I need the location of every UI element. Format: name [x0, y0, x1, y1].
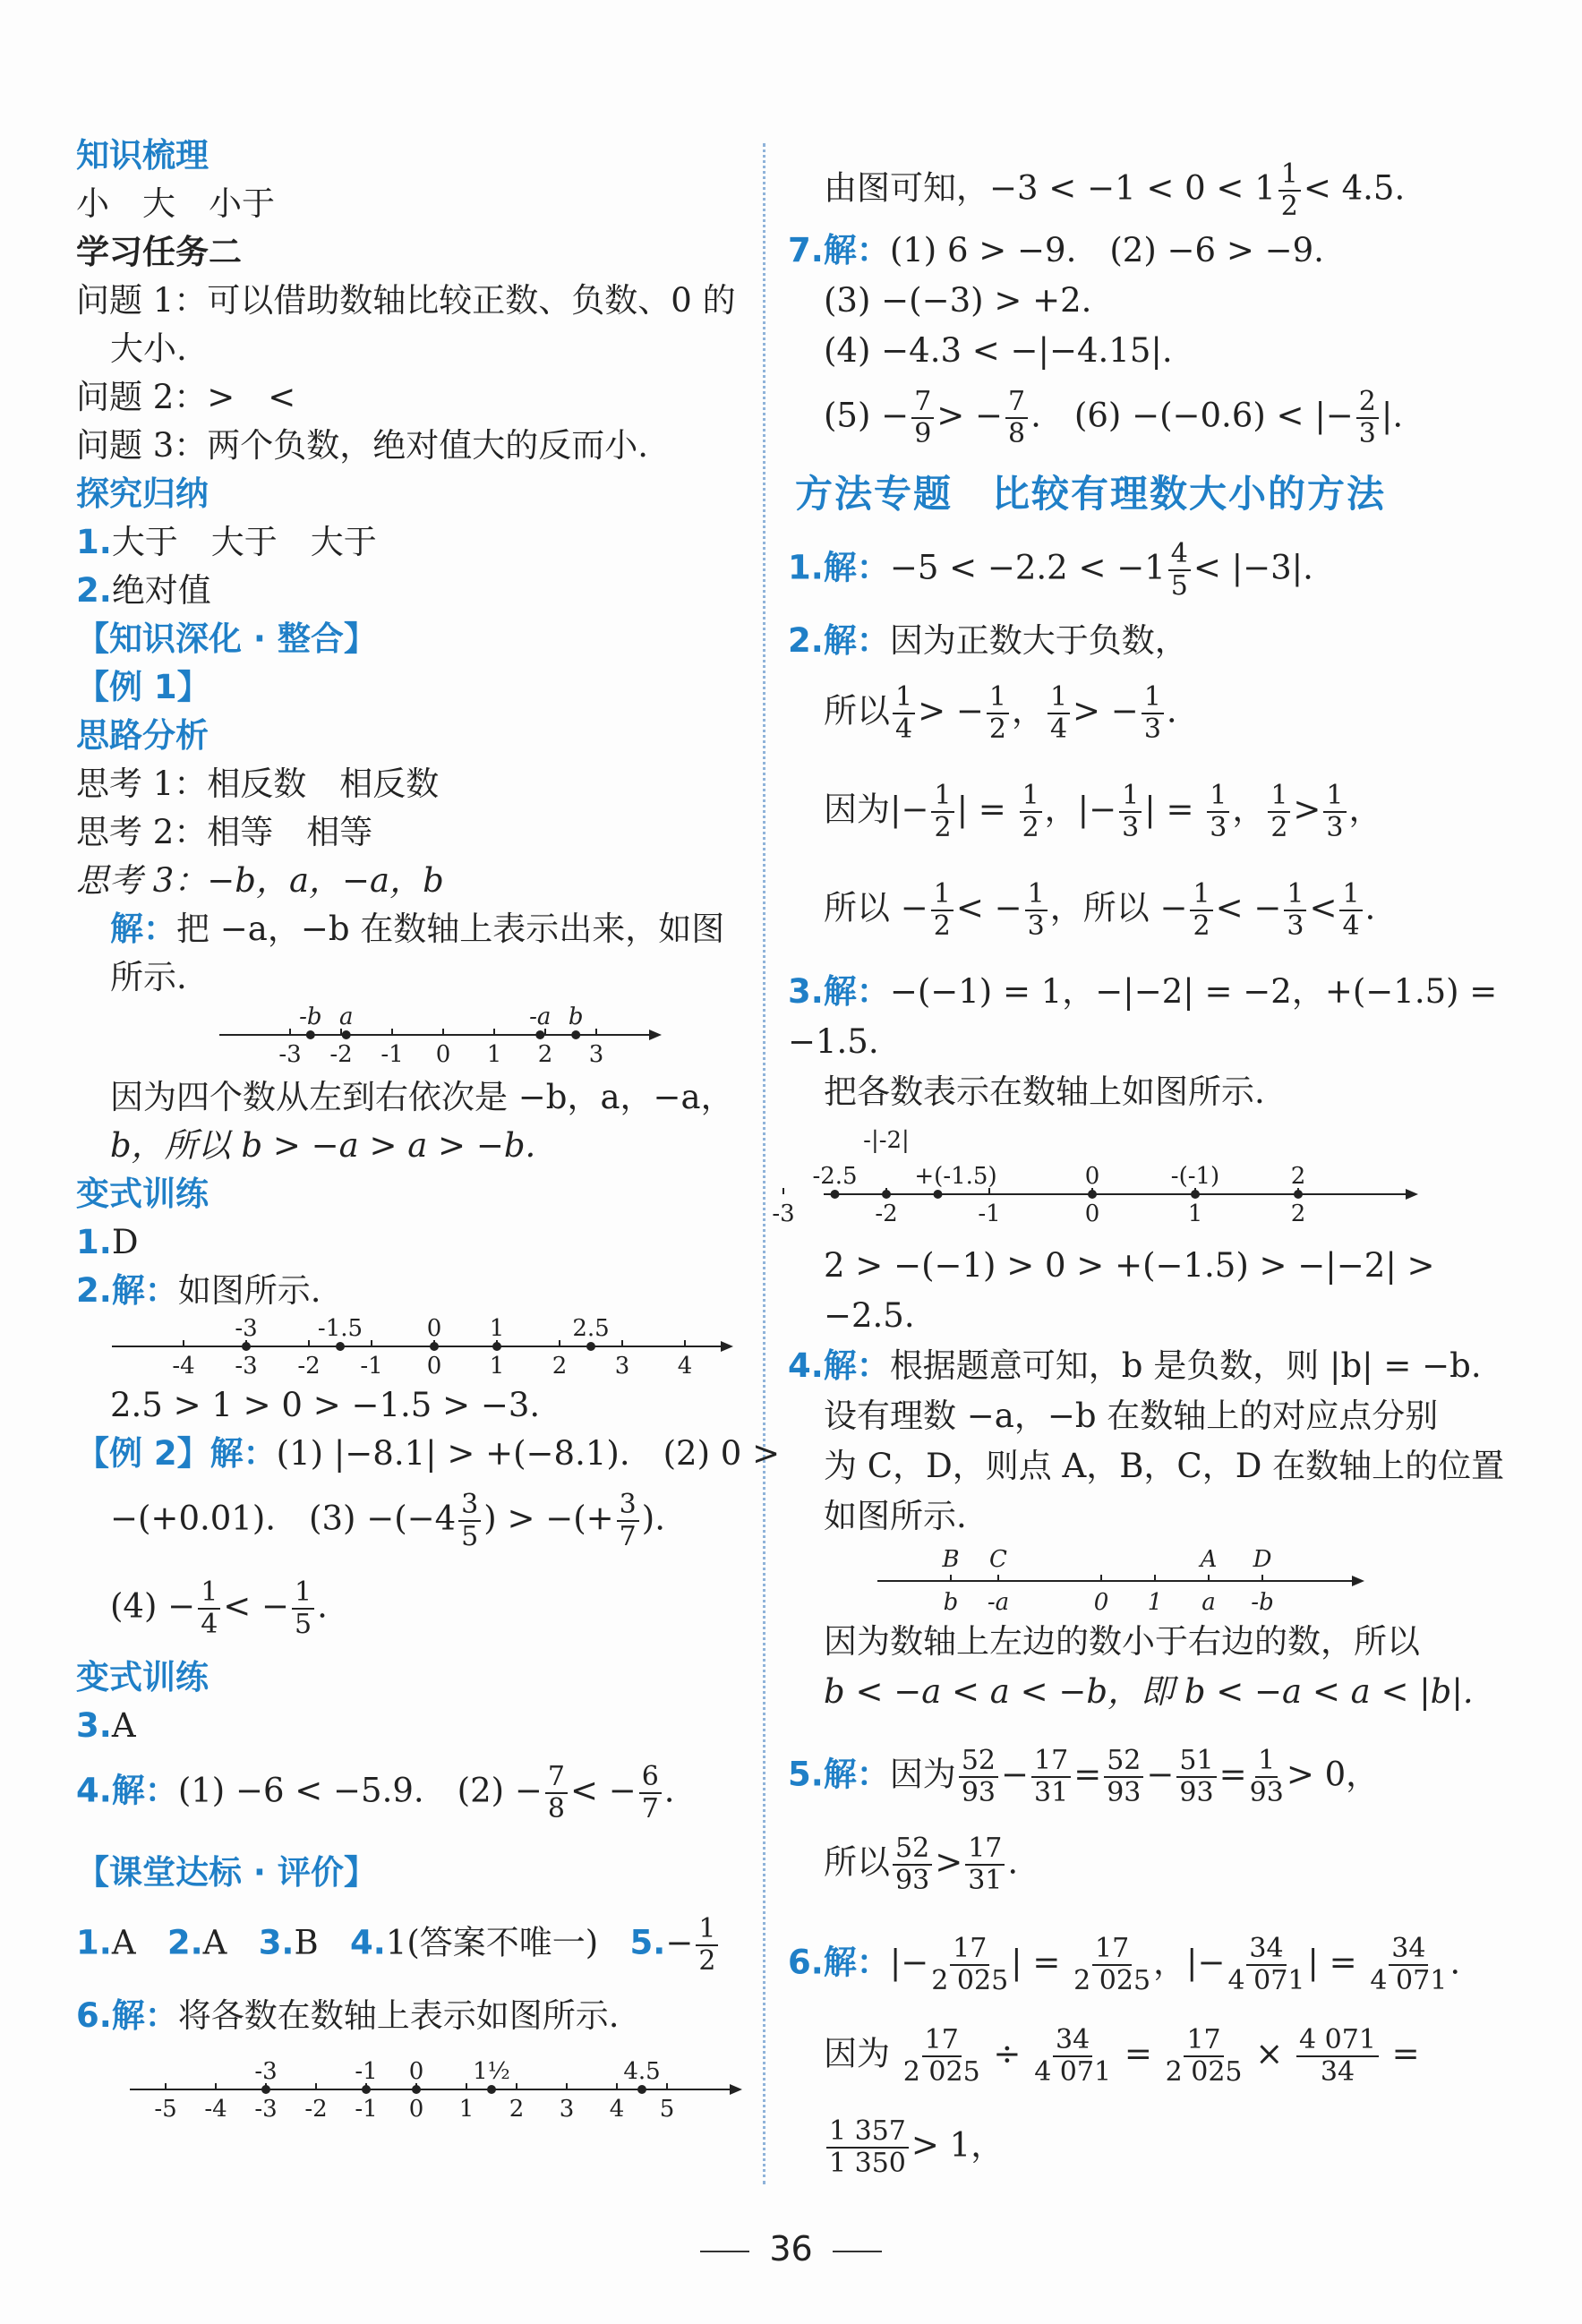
nl3-point-label: 4.5: [623, 2058, 661, 2085]
nl2-point: [336, 1342, 345, 1351]
nl3-point-label: -3: [254, 2058, 278, 2085]
nl2-point-label: 2.5: [572, 1315, 610, 1342]
number-line-3: [130, 2041, 757, 2122]
nl3-tick-label: 4: [609, 2096, 625, 2123]
think-2: 思考 2：相等 相等: [76, 813, 373, 851]
nl3-tick-label: -3: [254, 2096, 278, 2123]
right-intro: 由图可知，−3 < −1 < 0 < 1 $\frac{1}{2}$ < 4.5.: [824, 158, 1406, 222]
result-1a: 因为四个数从左到右依次是 −b，a，−a，: [110, 1078, 734, 1116]
heading-bianshi-2: 变式训练: [76, 1658, 209, 1696]
nl2-tick-label: 0: [426, 1353, 442, 1380]
nl5-tick-label: a: [1201, 1589, 1216, 1616]
nl4-point-label: +(-1.5): [914, 1163, 997, 1190]
nl5-tick-label: -b: [1251, 1589, 1274, 1616]
variant-3: 3.A: [76, 1706, 136, 1745]
nl1-tick-label: 0: [435, 1041, 451, 1068]
nl1-point-label: a: [338, 1004, 354, 1030]
question-3: 问题 3：两个负数，绝对值大的反而小.: [76, 426, 649, 465]
nl3-tick-label: -2: [304, 2096, 328, 2123]
nl1-tick-label: 3: [588, 1041, 604, 1068]
nl3-tick-label: 0: [408, 2096, 424, 2123]
method-1: 1.解：−5 < −2.2 < −1 $\frac{4}{5}$ < |−3|.: [788, 538, 1313, 602]
method-4b: 设有理数 −a，−b 在数轴上的对应点分别: [824, 1397, 1439, 1435]
variant-4: 4.解：(1) −6 < −5.9. (2) − $\frac{7}{8}$ < − $\frac{6}{7}$ .: [76, 1761, 675, 1824]
nl4-point-label: 2: [1290, 1163, 1306, 1190]
nl4-point: [1191, 1190, 1200, 1199]
nl4-point: [1088, 1190, 1097, 1199]
method-6b: 因为 $\frac{17}{2 025}$ ÷ $\frac{34}{4 071}$ = $\frac{17}{2 025}$ × $\frac{4 071}{34}$ =: [824, 2024, 1420, 2088]
nl2-tick-label: 4: [677, 1353, 693, 1380]
nl5-tick-label: 0: [1093, 1589, 1109, 1616]
nl4-point: [934, 1190, 943, 1199]
number-line-1: [219, 1004, 667, 1069]
heading-shenhua: 【知识深化 · 整合】: [76, 619, 377, 658]
variant-1: 1.D: [76, 1223, 139, 1261]
tanjiu-2: 2.绝对值: [76, 571, 211, 610]
nl2-point-label: 1: [489, 1315, 505, 1342]
nl3-tick-label: 5: [659, 2096, 675, 2123]
method-6c: $\frac{1 357}{1 350}$ > 1，: [824, 2116, 1004, 2179]
nl5-point-label: D: [1253, 1546, 1272, 1573]
nl2-point: [492, 1342, 501, 1351]
think-3: 思考 3：−b，a，−a，b: [76, 861, 444, 900]
nl3-point-label: 1½: [473, 2058, 510, 2085]
heading-example-1: 【例 1】: [76, 668, 210, 706]
tanjiu-1: 1.大于 大于 大于: [76, 523, 377, 561]
method-3d: 2 > −(−1) > 0 > +(−1.5) > −|−2| >: [824, 1246, 1435, 1285]
nl2-point: [586, 1342, 595, 1351]
nl5-tick-label: -a: [987, 1589, 1010, 1616]
number-line-5: [877, 1540, 1379, 1620]
heading-task2: 学习任务二: [76, 233, 242, 271]
dabiao-6: 6.解：将各数在数轴上表示如图所示.: [76, 1996, 620, 2035]
nl3-tick-label: -1: [355, 2096, 378, 2123]
page-number: 36: [0, 2229, 1582, 2268]
solution-1: 解：把 −a，−b 在数轴上表示出来，如图: [110, 910, 725, 948]
question-2: 问题 2：> <: [76, 378, 296, 416]
answer-7d: (5) − $\frac{7}{9}$ > − $\frac{7}{8}$ . (6) −(−0.6) < |− $\frac{2}{3}$ |.: [824, 386, 1404, 449]
answer-7a: 7.解：(1) 6 > −9. (2) −6 > −9.: [788, 231, 1324, 269]
nl2-tick-label: -2: [297, 1353, 321, 1380]
nl1-tick-label: 2: [537, 1041, 553, 1068]
nl4-point: [882, 1190, 891, 1199]
nl5-point-label: A: [1200, 1546, 1218, 1573]
nl4-tick-label: -1: [978, 1200, 1001, 1227]
nl5-tick-label: b: [943, 1589, 959, 1616]
method-4a: 4.解：根据题意可知，b 是负数，则 |b| = −b.: [788, 1346, 1482, 1385]
nl4-tick-label: 2: [1290, 1200, 1306, 1227]
nl4-point: [1294, 1190, 1303, 1199]
nl1-tick-label: 1: [486, 1041, 502, 1068]
method-4f: b < −a < a < −b，即 b < −a < a < |b|.: [824, 1672, 1474, 1711]
nl3-point: [487, 2085, 496, 2094]
nl2-point: [430, 1342, 439, 1351]
method-6a: 6.解：|− $\frac{17}{2 025}$ | = $\frac{17}{2 025}$ ，|− $\frac{34}{4 071}$ | = $\frac{34}{4 071}$ .: [788, 1933, 1461, 1996]
nl3-tick-label: -4: [204, 2096, 227, 2123]
method-2b: 所以 $\frac{1}{4}$ > − $\frac{1}{2}$ ， $\frac{1}{4}$ > − $\frac{1}{3}$ .: [824, 681, 1177, 745]
nl1-point: [571, 1030, 580, 1039]
method-5a: 5.解：因为 $\frac{52}{93}$ − $\frac{17}{31}$ = $\frac{52}{93}$ − $\frac{51}{93}$ = $\frac{1}{93}$ > 0，: [788, 1745, 1380, 1808]
number-line-4: [772, 1117, 1432, 1243]
nl4-point-label: 0: [1084, 1163, 1100, 1190]
nl3-point: [261, 2085, 270, 2094]
nl1-point: [306, 1030, 315, 1039]
nl4-point-label: -(-1): [1170, 1163, 1220, 1190]
nl2-tick-label: 2: [552, 1353, 568, 1380]
column-divider: [763, 143, 765, 2184]
nl1-tick-label: -1: [381, 1041, 404, 1068]
example-2: 【例 2】解：(1) |−8.1| > +(−8.1). (2) 0 >: [76, 1434, 781, 1473]
method-5b: 所以 $\frac{52}{93}$ > $\frac{17}{31}$ .: [824, 1833, 1019, 1896]
method-title: 方法专题 比较有理数大小的方法: [795, 472, 1387, 516]
nl2-tick-label: -3: [235, 1353, 258, 1380]
heading-dabiao: 【课堂达标 · 评价】: [76, 1853, 377, 1892]
nl5-point-label: C: [989, 1546, 1007, 1573]
method-2a: 2.解：因为正数大于负数，: [788, 621, 1188, 660]
answer-line: 小 大 小于: [76, 184, 275, 223]
method-3e: −2.5.: [824, 1296, 915, 1335]
method-3c: 把各数表示在数轴上如图所示.: [824, 1072, 1265, 1111]
nl2-point-label: -1.5: [317, 1315, 363, 1342]
nl2-point: [242, 1342, 251, 1351]
nl4-point-label: -2.5: [812, 1163, 858, 1190]
nl2-tick-label: 1: [489, 1353, 505, 1380]
nl3-point-label: 0: [408, 2058, 424, 2085]
variant-2: 2.解：如图所示.: [76, 1271, 321, 1310]
heading-tanjiu: 探究归纳: [76, 474, 209, 513]
nl4-tick-label: -2: [875, 1200, 898, 1227]
nl3-tick-label: 1: [458, 2096, 475, 2123]
heading-silu: 思路分析: [76, 716, 209, 755]
nl5-tick-label: 1: [1147, 1589, 1163, 1616]
nl3-point: [412, 2085, 421, 2094]
answer-7c: (4) −4.3 < −|−4.15|.: [824, 331, 1173, 370]
nl1-point-label: b: [568, 1004, 584, 1030]
nl1-tick-label: -3: [278, 1041, 302, 1068]
answer-7b: (3) −(−3) > +2.: [824, 281, 1092, 320]
result-1b: b，所以 b > −a > a > −b.: [110, 1126, 536, 1165]
nl4-tick-label: 1: [1187, 1200, 1203, 1227]
nl2-point-label: 0: [426, 1315, 442, 1342]
nl3-tick-label: 3: [559, 2096, 575, 2123]
think-1: 思考 1：相反数 相反数: [76, 765, 440, 803]
nl4-point-label: -|-2|: [863, 1127, 910, 1154]
variant-2-result: 2.5 > 1 > 0 > −1.5 > −3.: [110, 1386, 541, 1424]
method-4c: 为 C，D，则点 A，B，C，D 在数轴上的位置: [824, 1447, 1505, 1485]
nl1-point: [535, 1030, 544, 1039]
nl1-point-label: -b: [299, 1004, 322, 1030]
method-2c: 因为|− $\frac{1}{2}$ | = $\frac{1}{2}$ ，|− $\frac{1}{3}$ | = $\frac{1}{3}$ ， $\frac{1}{2}$ > $\frac{1}{3}$ ，: [824, 780, 1382, 843]
nl5-point-label: B: [942, 1546, 960, 1573]
method-4e: 因为数轴上左边的数小于右边的数，所以: [824, 1622, 1420, 1661]
nl3-tick-label: -5: [154, 2096, 177, 2123]
nl3-point-label: -1: [355, 2058, 378, 2085]
question-1: 问题 1：可以借助数轴比较正数、负数、0 的: [76, 281, 736, 320]
example-2-part4: (4) − $\frac{1}{4}$ < − $\frac{1}{5}$ .: [110, 1576, 328, 1640]
number-line-2: [112, 1314, 739, 1379]
method-4d: 如图所示.: [824, 1497, 967, 1535]
nl2-tick-label: -1: [360, 1353, 383, 1380]
question-1-cont: 大小.: [110, 329, 187, 368]
nl3-point: [637, 2085, 646, 2094]
method-3a: 3.解：−(−1) = 1，−|−2| = −2，+(−1.5) =: [788, 972, 1498, 1011]
example-2-cont: −(+0.01). (3) −(−4 $\frac{3}{5}$ ) > −(+ $\frac{3}{7}$ ).: [110, 1489, 665, 1552]
nl1-point-label: -a: [529, 1004, 552, 1030]
heading-bianshi-1: 变式训练: [76, 1175, 209, 1213]
method-2d: 所以 − $\frac{1}{2}$ < − $\frac{1}{3}$ ，所以 − $\frac{1}{2}$ < − $\frac{1}{3}$ < $\frac{1}{4}$ .: [824, 878, 1376, 942]
solution-1-cont: 所示.: [110, 958, 187, 996]
method-3b: −1.5.: [788, 1022, 879, 1061]
nl4-point: [831, 1190, 840, 1199]
dabiao-answers: 1.A 2.A 3.B 4.1(答案不唯一) 5.− $\frac{1}{2}$: [76, 1914, 721, 1977]
nl4-tick-label: -3: [772, 1200, 795, 1227]
nl2-point-label: -3: [235, 1315, 258, 1342]
nl3-point: [362, 2085, 371, 2094]
heading-zhishi: 知识梳理: [76, 136, 209, 175]
nl4-tick-label: 0: [1084, 1200, 1100, 1227]
nl3-tick-label: 2: [509, 2096, 525, 2123]
nl2-tick-label: -4: [172, 1353, 195, 1380]
nl1-tick-label: -2: [329, 1041, 353, 1068]
nl1-point: [342, 1030, 351, 1039]
nl2-tick-label: 3: [614, 1353, 630, 1380]
